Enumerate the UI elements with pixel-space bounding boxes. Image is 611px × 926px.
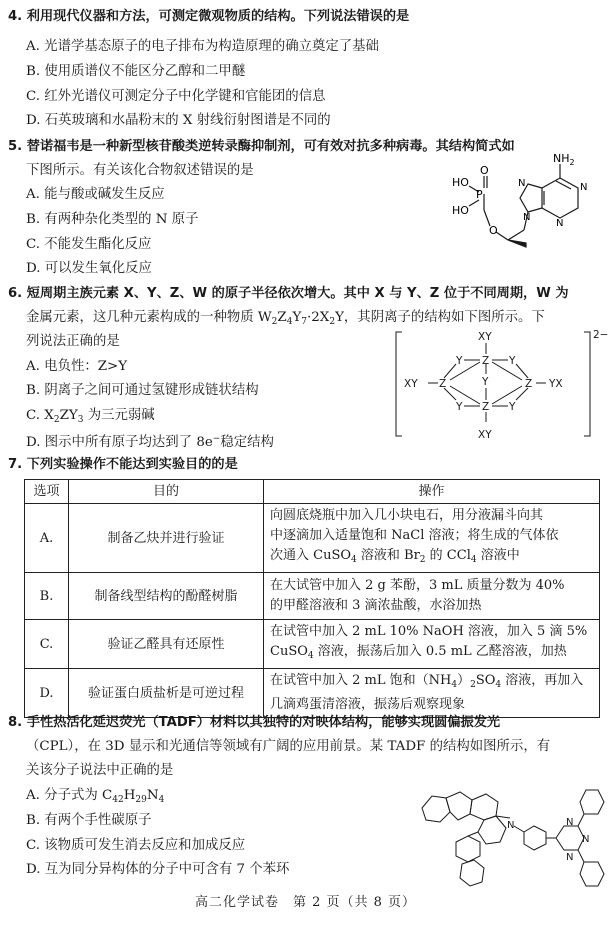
table-row xyxy=(25,620,600,669)
row-option: C. xyxy=(25,620,69,669)
nh2-label: $NH_2$ xyxy=(553,152,575,167)
page-footer: 高二化学试卷 第 2 页（共 8 页） xyxy=(194,895,417,910)
phosphoryl-o-label: O xyxy=(480,164,489,177)
row-option: B. xyxy=(25,573,69,620)
row-operation: 在大试管中加入 2 g 苯酚，3 mL 质量分数为 40% 的甲醛溶液和 3 滴浓盐酸，水浴加热 xyxy=(264,573,600,620)
table-header-row xyxy=(25,480,600,504)
q4-stem: 4. 利用现代仪器和方法，可测定微观物质的结构。下列说法错误的是 xyxy=(8,9,410,24)
q8-stem-line3: 关该分子说法中正确的是 xyxy=(26,763,174,778)
z-right: Z xyxy=(525,378,533,390)
tenofovir-structure xyxy=(452,150,602,262)
xy-left: XY xyxy=(404,378,418,390)
y-ur: Y xyxy=(509,355,516,367)
row-goal: 验证蛋白质盐析是可逆过程 xyxy=(69,669,264,718)
table-row xyxy=(25,573,600,620)
q4-option-d: D. 石英玻璃和水晶粉末的 X 射线衍射图谱是不同的 xyxy=(26,113,331,128)
q6-option-d: D. 图示中所有原子均达到了 8e−稳定结构 xyxy=(26,434,274,450)
n-amine-label: N xyxy=(507,820,515,831)
y-ll: Y xyxy=(456,401,463,413)
z-left: Z xyxy=(439,378,447,390)
xy-top: XY xyxy=(478,331,492,343)
n-triazine-2: N xyxy=(582,834,590,845)
z-bottom: Z xyxy=(482,401,490,413)
q7-stem: 7. 下列实验操作不能达到实验目的的是 xyxy=(8,457,238,472)
q6-option-a: A. 电负性：Z>Y xyxy=(26,359,128,374)
q5-option-b: B. 有两种杂化类型的 N 原子 xyxy=(26,212,199,227)
header-option: 选项 xyxy=(25,480,69,504)
q5-option-d: D. 可以发生氧化反应 xyxy=(26,261,152,276)
y-lr: Y xyxy=(509,401,516,413)
n-label-2: N xyxy=(556,218,564,229)
row-option: A. xyxy=(25,504,69,573)
z-top: Z xyxy=(482,355,490,367)
q4-option-a: A. 光谱学基态原子的电子排布为构造原理的确立奠定了基础 xyxy=(26,39,379,54)
n-triazine-3: N xyxy=(566,852,574,863)
table-row xyxy=(25,504,600,573)
q6-option-c: C. $X_2ZY_3$ 为三元弱碱 xyxy=(26,408,155,425)
yx-right: YX xyxy=(549,378,563,390)
experiment-table xyxy=(24,479,600,718)
row-operation: 在试管中加入 2 mL 饱和$(NH_4)_2SO_4$ 溶液，再加入 几滴鸡蛋清溶液，振荡后观察现象 xyxy=(264,669,600,718)
q8-option-d: D. 互为同分异构体的分子中可含有 7 个苯环 xyxy=(26,862,290,877)
q6-stem-line3: 列说法正确的是 xyxy=(26,334,120,349)
row-operation: 向圆底烧瓶中加入几小块电石，用分液漏斗向其 中逐滴加入适量饱和 NaCl 溶液；将生成的气体依 次通入 CuSO$_4$ 溶液和 $Br_2$ 的 CCl$_4$ 溶液中 xyxy=(264,504,600,573)
table-row xyxy=(25,669,600,718)
phosphorus-label: P xyxy=(476,188,483,201)
q4-option-b: B. 使用质谱仪不能区分乙醇和二甲醚 xyxy=(26,64,246,79)
n-label-3: N xyxy=(518,178,526,189)
q8-option-a: A. 分子式为 $C_{42}H_{29}N_4$ xyxy=(26,788,165,805)
q8-stem-line1: 8. 手性热活化延迟荧光（TADF）材料以其独特的对映体结构，能够实现圆偏振发光 xyxy=(8,715,501,730)
q6-option-b: B. 阴离子之间可通过氢键形成链状结构 xyxy=(26,383,259,398)
q5-stem-line2: 下图所示。有关该化合物叙述错误的是 xyxy=(26,163,254,178)
charge-label: 2− xyxy=(593,329,609,341)
xy-bottom: XY xyxy=(478,429,492,441)
header-operation: 操作 xyxy=(264,480,600,504)
q5-stem-line1: 5. 替诺福韦是一种新型核苷酸类逆转录酶抑制剂，可有效对抗多种病毒。其结构简式如 xyxy=(8,139,515,154)
tadf-structure xyxy=(406,778,606,890)
q5-option-a: A. 能与酸或碱发生反应 xyxy=(26,187,165,202)
q5-option-c: C. 不能发生酯化反应 xyxy=(26,237,152,252)
row-goal: 制备乙炔并进行验证 xyxy=(69,504,264,573)
q8-stem-line2: （CPL），在 3D 显示和光通信等领域有广阔的应用前景。某 TADF 的结构如图所示，有 xyxy=(26,739,551,754)
header-goal: 目的 xyxy=(69,480,264,504)
anion-structure xyxy=(394,328,609,442)
q6-stem-line1: 6. 短周期主族元素 X、Y、Z、W 的原子半径依次增大。其中 X 与 Y、Z 位于不同周期，W 为 xyxy=(8,286,569,301)
q4-option-c: C. 红外光谱仪可测定分子中化学键和官能团的信息 xyxy=(26,89,326,104)
q6-stem-line2: 金属元素，这几种元素构成的一种物质 $W_2Z_4Y_7\cdot 2X_2Y$，其阴离子的结构如下图所示。下 xyxy=(26,310,545,327)
row-goal: 制备线型结构的酚醛树脂 xyxy=(69,573,264,620)
n-triazine-1: N xyxy=(566,817,574,828)
n-label-1: N xyxy=(580,182,588,193)
row-option: D. xyxy=(25,669,69,718)
y-ul: Y xyxy=(456,355,463,367)
n-label-4: N xyxy=(523,212,531,223)
ether-o-label: O xyxy=(489,224,498,237)
ho-label-2: HO xyxy=(452,204,469,217)
ho-label-1: HO xyxy=(452,176,469,189)
y-center: Y xyxy=(482,376,489,388)
q8-option-b: B. 有两个手性碳原子 xyxy=(26,813,152,828)
row-operation: 在试管中加入 2 mL 10% NaOH 溶液，加入 5 滴 5% CuSO$_4$ 溶液，振荡后加入 0.5 mL 乙醛溶液，加热 xyxy=(264,620,600,669)
row-goal: 验证乙醛具有还原性 xyxy=(69,620,264,669)
q8-option-c: C. 该物质可发生消去反应和加成反应 xyxy=(26,838,246,853)
